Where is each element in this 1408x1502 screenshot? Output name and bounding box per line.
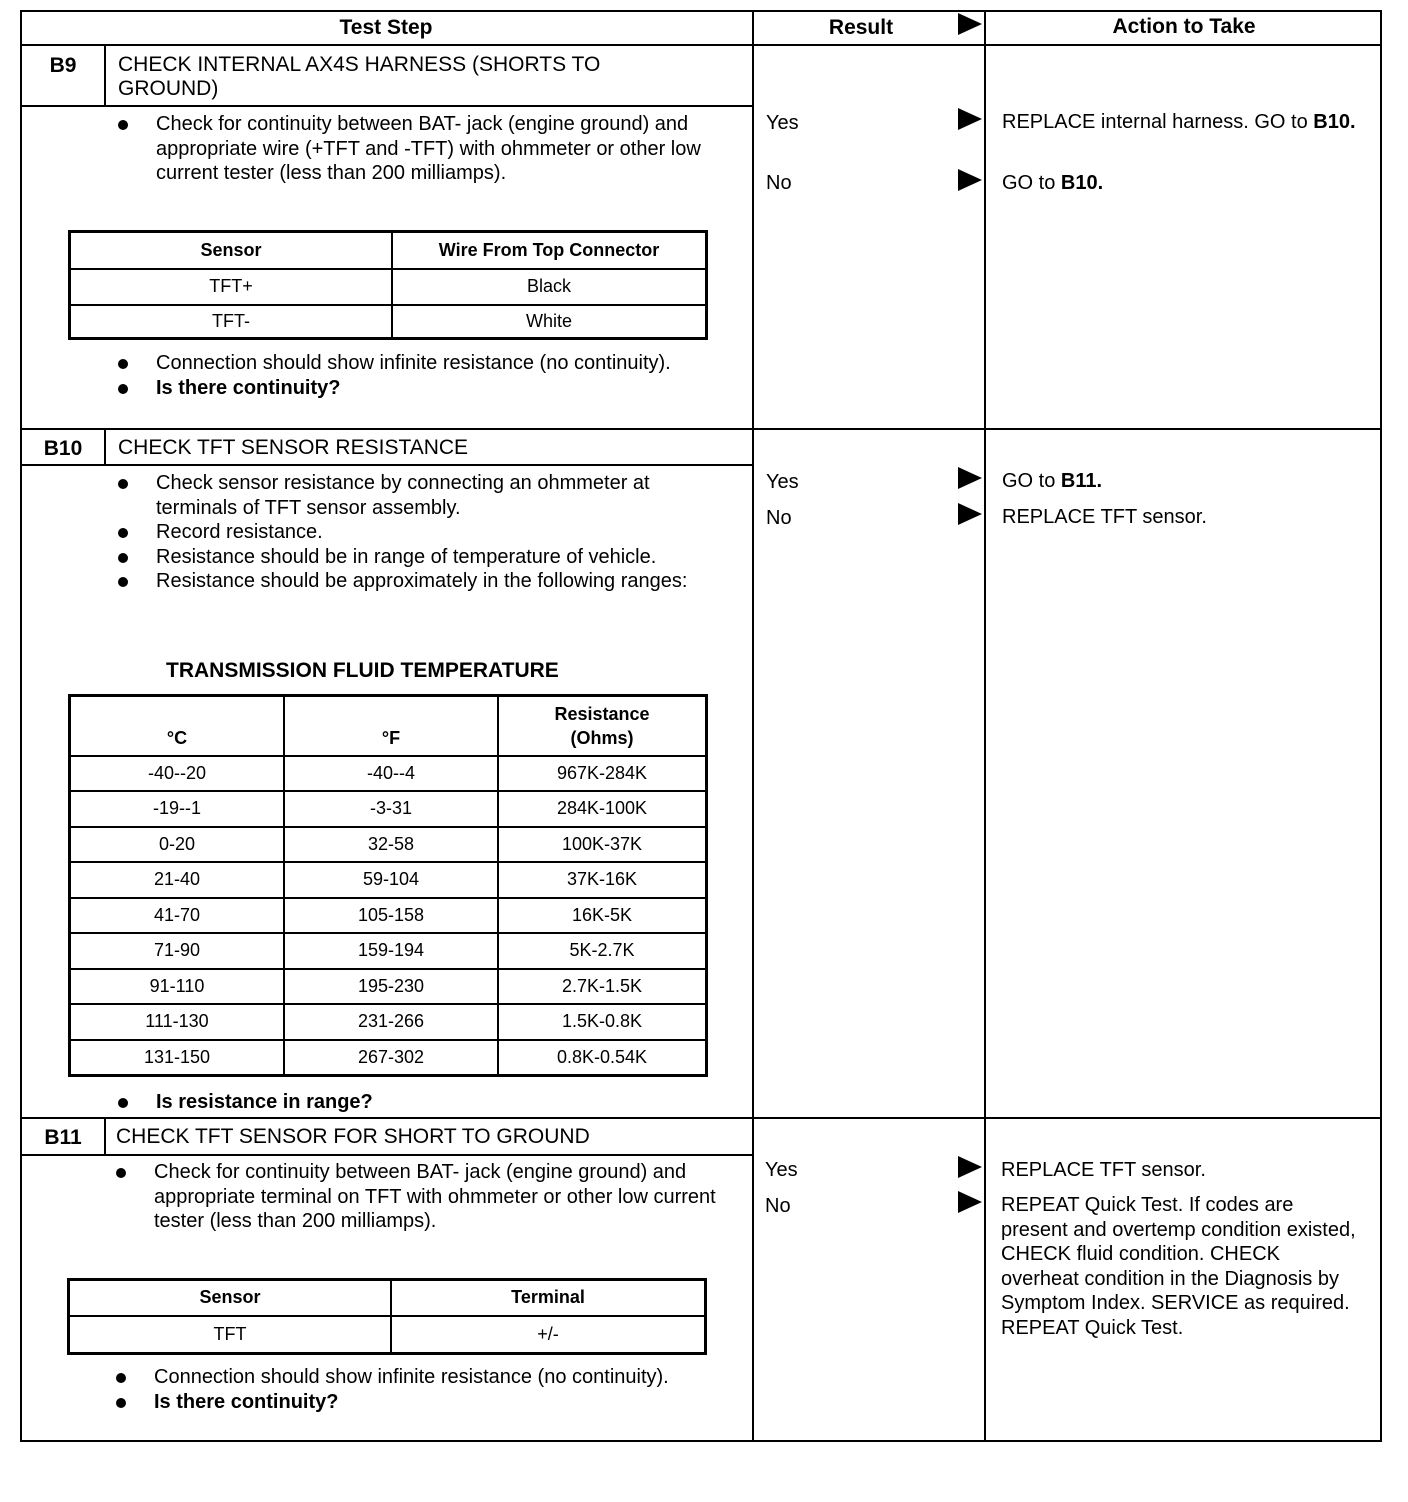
b10-f: -3-31 [284, 791, 498, 827]
b10-resistance-table [68, 694, 708, 1077]
b10-action-yes-ref: B11. [1060, 470, 1103, 492]
b10-result-no: No [766, 507, 792, 529]
b9-yes-arrow-icon [958, 108, 982, 130]
b11-title-rule [20, 1154, 753, 1156]
b10-c: 91-110 [70, 969, 285, 1005]
divider-result-action [984, 10, 986, 1442]
b9-question: Is there continuity? [118, 376, 728, 401]
table-row [70, 969, 707, 1005]
b10-bullet-4: Resistance should be approximately in the following ranges: [118, 569, 728, 594]
b10-c: 131-150 [70, 1040, 285, 1076]
header-rule [20, 44, 1382, 46]
header-arrow-icon [958, 13, 982, 35]
b9-no-arrow-icon [958, 169, 982, 191]
b10-f: -40--4 [284, 756, 498, 792]
header-action: Action to Take [1112, 15, 1256, 38]
b11-result-no: No [765, 1195, 791, 1217]
b10-r: 1.5K-0.8K [498, 1004, 707, 1040]
b9-row1-wire: Black [392, 269, 707, 305]
b11-action-no: REPEAT Quick Test. If codes are present and overtemp condition existed, CHECK fluid condition. CHECK overheat condition in the Diagnosis by Symptom Index. SERVICE as required. REPEAT Quick Test. [1001, 1194, 1356, 1339]
b10-c: 41-70 [70, 898, 285, 934]
b10-result-yes: Yes [766, 471, 799, 493]
table-row [70, 827, 707, 863]
b10-f: 159-194 [284, 933, 498, 969]
b9-action-no-text: GO to [1002, 172, 1056, 194]
b11-bullet-2: Connection should show infinite resistance (no continuity). [116, 1365, 726, 1390]
b11-col-terminal: Terminal [391, 1280, 706, 1316]
b9-id-divider [104, 44, 106, 106]
b10-action-no: REPLACE TFT sensor. [1002, 506, 1207, 528]
table-row [70, 791, 707, 827]
table-row [70, 898, 707, 934]
table-row [70, 756, 707, 792]
b10-c: 71-90 [70, 933, 285, 969]
b10-col-fahrenheit: °F [284, 696, 498, 756]
header-result: Result [828, 16, 894, 39]
b9-step-title: CHECK INTERNAL AX4S HARNESS (SHORTS TO GROUND) [118, 53, 601, 100]
b11-no-arrow-icon [958, 1191, 982, 1213]
table-row [69, 1316, 706, 1354]
b10-title-rule [20, 464, 753, 466]
b10-f: 105-158 [284, 898, 498, 934]
b11-instructions-2 [116, 1365, 726, 1414]
b10-r: 967K-284K [498, 756, 707, 792]
b9-row1-sensor: TFT+ [70, 269, 393, 305]
header-test-step: Test Step [339, 16, 433, 39]
b9-action-yes [1002, 110, 1372, 135]
b11-question: Is there continuity? [116, 1390, 726, 1415]
b10-r: 0.8K-0.54K [498, 1040, 707, 1076]
b11-result-yes: Yes [765, 1159, 798, 1181]
b9-col-wire: Wire From Top Connector [392, 232, 707, 269]
b10-instructions-2 [118, 1090, 728, 1115]
b9-instructions [118, 112, 728, 186]
table-row [70, 933, 707, 969]
b10-f: 59-104 [284, 862, 498, 898]
b9-row2-wire: White [392, 305, 707, 339]
b10-f: 32-58 [284, 827, 498, 863]
b10-f: 231-266 [284, 1004, 498, 1040]
b10-r: 5K-2.7K [498, 933, 707, 969]
table-row [70, 1040, 707, 1076]
b9-action-no [1002, 171, 1372, 196]
b10-f: 195-230 [284, 969, 498, 1005]
b10-top-rule [20, 428, 1382, 430]
table-row [70, 1004, 707, 1040]
b11-action-yes: REPLACE TFT sensor. [1001, 1159, 1206, 1181]
b10-col-resistance: Resistance (Ohms) [498, 696, 707, 756]
b9-title-rule [20, 105, 753, 107]
b10-id-divider [104, 428, 106, 465]
b11-top-rule [20, 1117, 1382, 1119]
b9-col-sensor: Sensor [70, 232, 393, 269]
b11-row1-terminal: +/- [391, 1316, 706, 1354]
b10-c: 111-130 [70, 1004, 285, 1040]
b10-step-title: CHECK TFT SENSOR RESISTANCE [118, 436, 469, 459]
b10-table-title: TRANSMISSION FLUID TEMPERATURE [166, 659, 559, 682]
divider-test-result [752, 10, 754, 1442]
b11-row1-sensor: TFT [69, 1316, 392, 1354]
b9-action-yes-text: REPLACE internal harness. GO to [1002, 111, 1308, 133]
b9-bullet-1: Check for continuity between BAT- jack (engine ground) and appropriate wire (+TFT and -TFT) with ohmmeter or other low current tester (less than 200 milliamps). [118, 112, 728, 186]
b10-bullet-1: Check sensor resistance by connecting an ohmmeter at terminals of TFT sensor assembly. [118, 471, 728, 520]
b10-step-id: B10 [43, 437, 83, 460]
b9-result-no: No [766, 172, 792, 194]
b10-bullet-3: Resistance should be in range of temperature of vehicle. [118, 545, 728, 570]
b10-c: 0-20 [70, 827, 285, 863]
b10-c: 21-40 [70, 862, 285, 898]
b10-no-arrow-icon [958, 503, 982, 525]
b10-r: 16K-5K [498, 898, 707, 934]
b9-bullet-2: Connection should show infinite resistance (no continuity). [118, 351, 728, 376]
b10-f: 267-302 [284, 1040, 498, 1076]
b9-action-yes-ref: B10. [1313, 111, 1356, 133]
b9-wire-table [68, 230, 708, 340]
b11-col-sensor: Sensor [69, 1280, 392, 1316]
b10-c: -40--20 [70, 756, 285, 792]
b11-yes-arrow-icon [958, 1156, 982, 1178]
b10-action-yes-text: GO to [1002, 470, 1056, 492]
b11-instructions [116, 1160, 726, 1234]
b10-bullet-2: Record resistance. [118, 520, 728, 545]
b10-r: 2.7K-1.5K [498, 969, 707, 1005]
b9-action-no-ref: B10. [1060, 172, 1104, 194]
table-row [70, 269, 707, 305]
b11-step-id: B11 [44, 1126, 82, 1149]
b11-step-title: CHECK TFT SENSOR FOR SHORT TO GROUND [116, 1125, 590, 1148]
b10-r: 100K-37K [498, 827, 707, 863]
b9-instructions-2 [118, 351, 728, 400]
b10-yes-arrow-icon [958, 467, 982, 489]
b9-row2-sensor: TFT- [70, 305, 393, 339]
b10-r: 37K-16K [498, 862, 707, 898]
b10-c: -19--1 [70, 791, 285, 827]
b9-result-yes: Yes [766, 112, 799, 134]
table-row [70, 862, 707, 898]
b10-col-celsius: °C [70, 696, 285, 756]
b11-bullet-1: Check for continuity between BAT- jack (engine ground) and appropriate terminal on TFT with ohmmeter or other low current tester (less than 200 milliamps). [116, 1160, 726, 1234]
b10-question: Is resistance in range? [118, 1090, 728, 1115]
b10-r: 284K-100K [498, 791, 707, 827]
b10-action-yes [1002, 469, 1372, 494]
table-row [70, 305, 707, 339]
b9-step-id: B9 [49, 54, 77, 77]
b10-instructions [118, 471, 728, 594]
b11-id-divider [104, 1117, 106, 1155]
b11-terminal-table [67, 1278, 707, 1355]
